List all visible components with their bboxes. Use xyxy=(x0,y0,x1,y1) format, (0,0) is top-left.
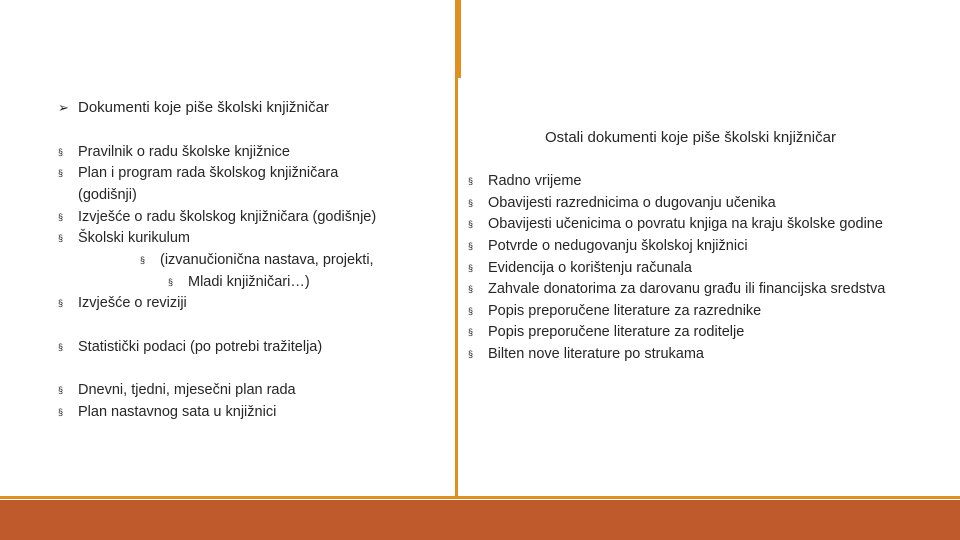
square-bullet-icon: § xyxy=(58,147,64,157)
square-bullet-icon: § xyxy=(58,407,64,417)
square-bullet-icon: § xyxy=(58,298,64,308)
footer-accent-line xyxy=(0,496,960,499)
square-bullet-icon: § xyxy=(468,306,474,316)
square-bullet-icon: § xyxy=(168,277,174,287)
square-bullet-icon: § xyxy=(58,342,64,352)
square-bullet-icon: § xyxy=(58,385,64,395)
square-bullet-icon: § xyxy=(468,263,474,273)
divider-vertical xyxy=(455,78,458,498)
square-bullet-icon: § xyxy=(140,255,146,265)
arrow-bullet-icon: ➢ xyxy=(58,100,69,115)
divider-accent-top xyxy=(455,0,461,78)
square-bullet-icon: § xyxy=(468,176,474,186)
square-bullet-icon: § xyxy=(468,327,474,337)
square-bullet-icon: § xyxy=(468,241,474,251)
square-bullet-icon: § xyxy=(468,349,474,359)
right-title: Ostali dokumenti koje piše školski knjižničar xyxy=(545,129,836,146)
square-bullet-icon: § xyxy=(58,168,64,178)
square-bullet-icon: § xyxy=(468,284,474,294)
square-bullet-icon: § xyxy=(468,198,474,208)
square-bullet-icon: § xyxy=(468,219,474,229)
footer-bar xyxy=(0,500,960,540)
square-bullet-icon: § xyxy=(58,212,64,222)
left-heading-text: Dokumenti koje piše školski knjižničar xyxy=(78,99,329,116)
square-bullet-icon: § xyxy=(58,233,64,243)
